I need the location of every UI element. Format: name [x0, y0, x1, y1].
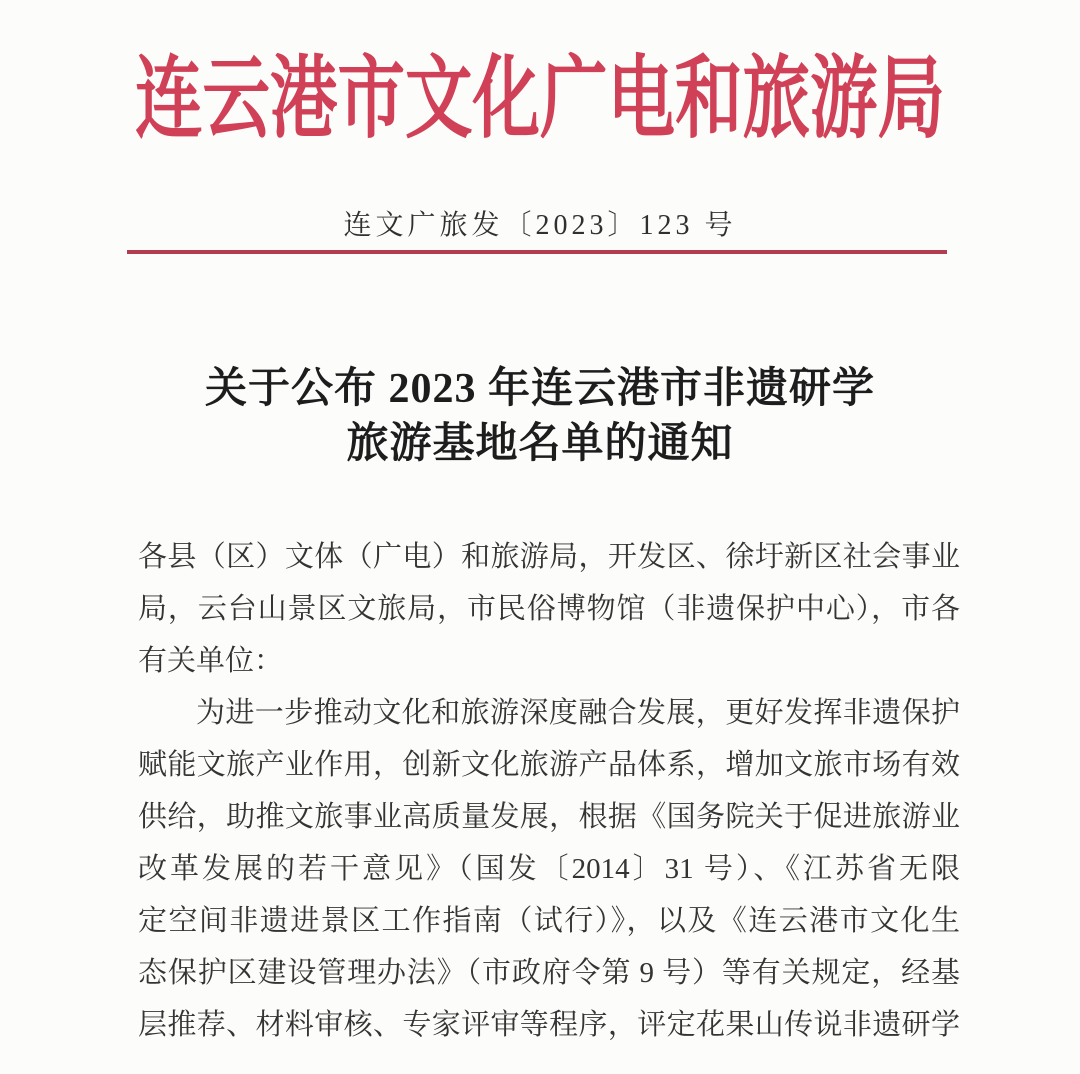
paragraph-line: 供给，助推文旅事业高质量发展，根据《国务院关于促进旅游业 — [138, 801, 960, 833]
document-title-line-2: 旅游基地名单的通知 — [346, 421, 734, 467]
agency-letterhead — [0, 50, 1080, 150]
salutation-line: 局，云台山景区文旅局，市民俗博物馆（非遗保护中心），市各 — [138, 593, 960, 625]
document-body — [138, 531, 960, 1051]
document-title-line-1: 关于公布 2023 年连云港市非遗研学 — [204, 366, 875, 412]
paragraph-line: 赋能文旅产业作用，创新文化旅游产品体系，增加文旅市场有效 — [138, 749, 960, 781]
salutation-line: 有关单位： — [138, 645, 284, 677]
document-title — [0, 362, 1080, 472]
document-reference-number: 连文广旅发〔2023〕123 号 — [343, 210, 737, 241]
agency-name: 连云港市文化广电和旅游局 — [135, 50, 945, 149]
paragraph-line: 改革发展的若干意见》（国发〔2014〕31 号）、《江苏省无限 — [138, 853, 960, 885]
paragraph-line: 层推荐、材料审核、专家评审等程序，评定花果山传说非遗研学 — [138, 1009, 960, 1041]
salutation-line: 各县（区）文体（广电）和旅游局，开发区、徐圩新区社会事业 — [138, 541, 960, 573]
paragraph-line: 定空间非遗进景区工作指南（试行）》，以及《连云港市文化生 — [138, 905, 960, 937]
paragraph-line: 态保护区建设管理办法》（市政府令第 9 号）等有关规定，经基 — [138, 957, 960, 989]
red-divider-line — [127, 250, 947, 254]
paragraph-line: 为进一步推动文化和旅游深度融合发展，更好发挥非遗保护 — [196, 697, 960, 729]
